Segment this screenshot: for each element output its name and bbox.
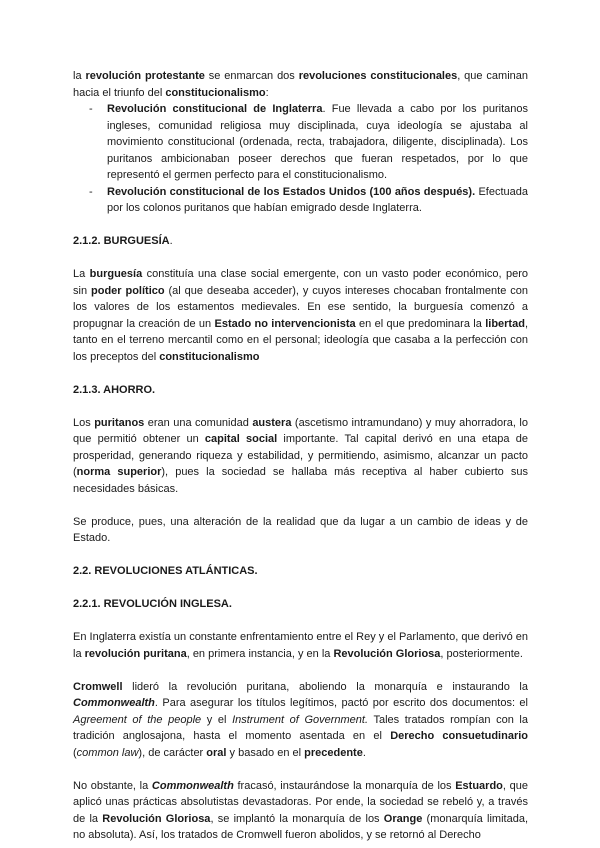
list-item: - Revolución constitucional de los Estados Unidos (100 años después). Efectuada por los colonos puritanos que habían emigrado desde Inglaterra.: [73, 184, 528, 217]
section-heading-burguesia: 2.1.2. BURGUESÍA.: [73, 235, 173, 247]
list-item: - Revolución constitucional de Inglaterra. Fue llevada a cabo por los puritanos ingleses, comunidad religiosa muy disciplinada, cuya ideología se ajustaba al movimiento constitucional (ordenada, recta, trabajadora, diligente, disciplinada). Los puritanos ambicionaban poseer derechos que fueran respetados, por lo que representó el germen perfecto para el constitucionalismo.: [73, 101, 528, 184]
ahorro-paragraph: Los puritanos eran una comunidad austera (ascetismo intramundano) y muy ahorradora, lo que permitió obtener un capital social importante. Tal capital derivó en una etapa de prosperidad, generando riqueza y estabilidad, y permitiendo, asimismo, alcanzar un pacto (norma superior), pues la sociedad se hallaba más receptiva al haber cubierto sus necesidades básicas.: [73, 416, 528, 495]
section-heading-ahorro: 2.1.3. AHORRO.: [73, 383, 156, 396]
section-heading-revoluciones-atlanticas: 2.2. REVOLUCIONES ATLÁNTICAS.: [73, 565, 258, 577]
inglesa-paragraph-3: No obstante, la Commonwealth fracasó, instaurándose la monarquía de los Estuardo, que aplicó unas prácticas absolutistas devastadoras. Por ende, la sociedad se rebeló y, a través de la Revolución Gloriosa, se implantó la monarquía de los Orange (monarquía limitada, no absoluta). Así, los tratados de Cromwell fueron abolidos, y se retornó al Derecho: [73, 779, 528, 841]
burguesia-paragraph: La burguesía constituía una clase social emergente, con un vasto poder económico, pero sin poder político (al que deseaba acceder), y cuyos intereses chocaban frontalmente con los valores de los estamentos medievales. En ese sentido, la burguesía comenzó a propugnar la creación de un Estado no intervencionista en el que predominara la libertad, tanto en el terreno mercantil como en el personal; ideología que casaba a la perfección con los preceptos del constitucionalismo: [73, 268, 528, 363]
document-page: [73, 68, 528, 844]
ahorro-conclusion: Se produce, pues, una alteración de la realidad que da lugar a un cambio de ideas y de Estado.: [73, 515, 528, 544]
intro-paragraph: la revolución protestante se enmarcan dos revoluciones constitucionales, que caminan hacia el triunfo del constitucionalismo:: [73, 70, 528, 99]
section-heading-revolucion-inglesa: 2.2.1. REVOLUCIÓN INGLESA.: [73, 598, 232, 610]
inglesa-paragraph-1: En Inglaterra existía un constante enfrentamiento entre el Rey y el Parlamento, que derivó en la revolución puritana, en primera instancia, y en la Revolución Gloriosa, posteriormente.: [73, 631, 528, 660]
revolutions-list: [73, 101, 528, 217]
inglesa-paragraph-2: Cromwell lideró la revolución puritana, aboliendo la monarquía e instaurando la Commonwealth. Para asegurar los títulos legítimos, pactó por escrito dos documentos: el Agreement of the people y el Instrument of Government. Tales tratados rompían con la tradición anglosajona, hasta el momento asentada en el Derecho consuetudinario (common law), de carácter oral y basado en el precedente.: [73, 680, 528, 759]
